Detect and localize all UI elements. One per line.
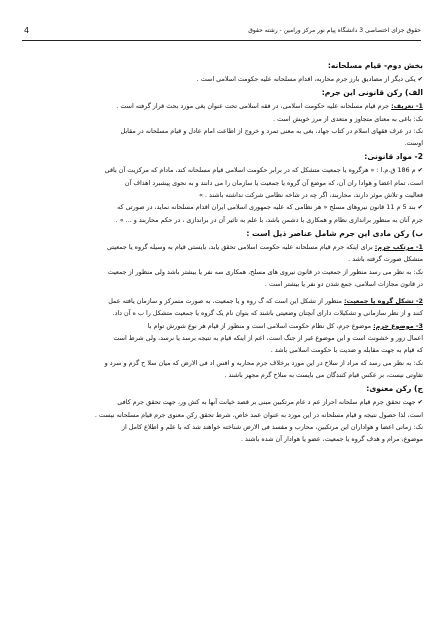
text-line: اوست. <box>404 139 423 148</box>
text-line: است، تمام اعضا و هوادا ران آن، که موضع آن گروه یا جمعیت یا سازمان را می دانند و به نحوی پیشبرد اهداف آن <box>124 178 423 187</box>
text-line: متشکل صورت گرفته باشد . <box>348 255 423 264</box>
organization-paragraph <box>20 295 423 307</box>
text-line: نک: زمانی اعضا و هواداران این مرتکبین، محارب و مفسد فی الارض شناخته خواهند شد که با علم و اطلاع کامل از <box>121 422 423 431</box>
text-line: است، لذا حصول نتیجه و قیام مسلحانه در این مورد به عنوان عمد خاص، شرط تحقق رکن معنوی جرم قیام مسلحانه نیست . <box>94 410 423 419</box>
definition-paragraph <box>20 100 423 112</box>
text-line: موضوع، مرام و هدف گروه یا جمعیت، عضو یا هوادار آن شده باشند . <box>240 435 423 444</box>
text-line: ✔ جهت تحقق جرم قیام سلحانه احراز عم د عام مرتکبین مبنی بر قصد خیانت آنها به کش ور، جهت تحقق جرم کافی <box>117 398 423 407</box>
definition-text: جرم قیام مسلحانه علیه حکومت اسلامی، در فقه اسلامی تحت عنوان بغی مورد بحث قرار گرفته است . <box>116 102 392 111</box>
heading-legal-articles: 2- مواد قانونی: <box>364 152 423 162</box>
text-line: فعالیت و تلاش موثر دارند، محاربند، اگر چه در شاخه نظامی شرکت نداشته باشند . » <box>199 191 423 200</box>
text-line: نک: در عرف فقهای اسلام در کتاب جهاد، بغی به معنی تمرد و خروج از اطاعت امام عادل و قیام مسلحانه در مقابل <box>120 126 423 135</box>
heading-jim: ج) رکن معنوی: <box>366 384 423 394</box>
subject-text: موضوع جرم، کل نظام حکومت اسلامی است و منظور از قیام هر نوع شورش توام با <box>147 321 374 330</box>
text-line: در قانون مجازات اسلامی، جمع شدن دو نفر یا بیشتر است . <box>264 279 423 288</box>
text-line: که قیام به جهت مقابله و ضدیت با حکومت اسلامی باشد . <box>270 346 423 355</box>
heading-be: ب) رکن مادی این جرم شامل عناصر ذیل است : <box>246 228 423 238</box>
text-line: نک: به نظر می رسد منظور از جمعیت در قانون نیروی های مسلح، همکاری سه نفر یا بیشتر باشد ولی منظور از جمعیت <box>107 267 423 276</box>
perpetrator-paragraph <box>20 241 423 253</box>
organization-lead: 2- تشکل گروه یا جمعیت: <box>344 297 423 306</box>
document-body <box>20 58 423 623</box>
subject-lead: 3- موضوع جرم: <box>373 321 423 330</box>
organization-text: منظور از تشکل این است که گ روه و یا جمعیت، به صورت متمرکز و سازمان یافته عمل <box>108 297 344 306</box>
text-line: تفاوتی نیست، بر عکس قیام کنندگان می بایست به سلاح گرم مجهز باشند . <box>224 370 423 379</box>
perpetrator-lead: 1- مرتکب جرم: <box>374 242 423 251</box>
running-title: حقوق جزای اختصاصی 3 دانشگاه پیام نور مرکز ورامین - رشته حقوق <box>248 27 421 34</box>
text-line: کنند و از نظر سازمانی و تشکیلات دارای آنچنان وضعیتی باشند که بتوان نام یک گروه یا جمعیت متشکل را ب ه آن داد. <box>112 309 423 318</box>
page-number: 4 <box>24 26 30 35</box>
heading-alef: الف) رکن قانونی این جرم: <box>321 88 423 98</box>
text-line: اعمال زور و خشونت است و این موضوع غیر از جنگ است، اعم از اینکه قیام به نتیجه برسد یا نرسد، ولی شرط است <box>113 334 423 343</box>
text-line: ✔ م 186 ق.م.ا : « هرگروه یا جمعیت متشکل که در برابر حکومت اسلامی قیام مسلحانه کند، مادام که مرکزیت آن باقی <box>104 166 423 175</box>
text-line: نک: به نظر می رسد که مراد از سلاح در این مورد برخلاف جرم محاربه و افس اد فی الارض که میان سلا ح گرم و سرد و <box>104 358 423 367</box>
text-line: نک: باغی به معنای متجاوز و متعدی از مرز خویش است . <box>273 114 423 123</box>
section-title: بخش دوم- قیام مسلحانه: <box>327 61 423 70</box>
perpetrator-text: برای اینکه جرم قیام مسلحانه علیه حکومت اسلامی تحقق یابد، بایستی قیام به وسیله گروه یا جمعیتی <box>106 242 375 251</box>
intro-paragraph: ✔ یکی دیگر از مصادیق بارز جرم محاربه، اقدام مسلحانه علیه حکومت اسلامی است . <box>196 75 423 83</box>
text-line: ✔ بند 5 م 11 قانون نیروهای مسلح « هر نظامی که علیه جمهوری اسلامی ایران اقدام مسلحانه نماید، در صورتی که <box>117 203 423 212</box>
page-header <box>22 26 421 41</box>
subject-paragraph <box>20 320 423 332</box>
definition-lead: 1- تعریف: <box>391 102 423 111</box>
text-line: جرم آنان به منظور براندازی نظام و همکاری با دشمن باشد، با علم به تاثیر آن در براندازی ، در حکم محاربند و ... » . <box>115 215 423 224</box>
